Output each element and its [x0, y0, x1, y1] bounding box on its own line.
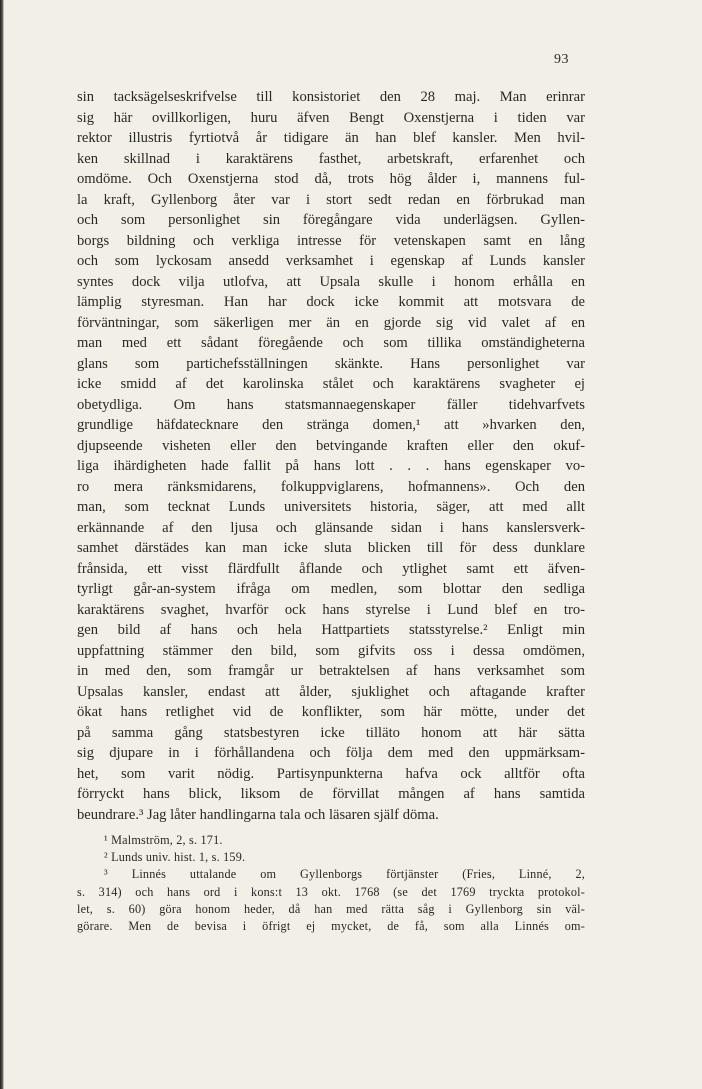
footnote-3: ³ Linnés uttalande om Gyllenborgs förtjänster (Fries, Linné, 2,: [104, 867, 585, 882]
text-line: på samma gång statsbestyren icke tilläto honom att här sätta: [77, 724, 585, 741]
text-line: in med den, som framgår ur betraktelsen af hans verksamhet som: [77, 663, 585, 679]
text-line: uppfattning stämmer den bild, som gifvits oss i dessa omdömen,: [77, 642, 585, 659]
text-line: la kraft, Gyllenborg åter var i stort sedt redan en förbrukad man: [77, 191, 585, 208]
text-line: ökat hans retlighet vid de konflikter, som här mötte, under det: [77, 704, 585, 720]
page-edge: [0, 0, 4, 1089]
text-line: het, som varit nödig. Partisynpunkterna hafva ock alltför ofta: [77, 765, 585, 782]
text-line: och som personlighet sin föregångare vida underlägsen. Gyllen-: [77, 212, 585, 228]
text-line: obetydliga. Om hans statsmannaegenskaper fäller tidehvarfvets: [77, 396, 585, 413]
footnote-2: ² Lunds univ. hist. 1, s. 159.: [104, 850, 246, 865]
footnote-3-continued: let, s. 60) göra honom heder, då han med rätta såg i Gyllenborg sin väl-: [77, 901, 585, 916]
text-line: sig här ovillkorligen, huru äfven Bengt Oxenstjerna i tiden var: [77, 109, 585, 126]
text-line: liga ihärdigheten hade fallit på hans lott . . . hans egenskaper vo-: [77, 458, 585, 474]
footnotes: [77, 832, 585, 935]
text-line: karaktärens svaghet, hvarför ock hans styrelse i Lund blef en tro-: [77, 601, 585, 618]
text-line: beundrare.³ Jag låter handlingarna tala och läsaren själf döma.: [77, 806, 439, 823]
page-number: 93: [554, 52, 569, 67]
text-line: ro mera ränksmidarens, folkuppviglarens, hofmannens». Och den: [77, 478, 585, 495]
text-line: omdöme. Och Oxenstjerna stod då, trots hög ålder i, mannens ful-: [77, 171, 585, 187]
footnote-3-continued: s. 314) och hans ord i kons:t 13 okt. 1768 (se det 1769 tryckta protokol-: [77, 884, 585, 899]
text-line: djupseende visheten eller den betvingande kraften eller den okuf-: [77, 437, 585, 454]
footnote-3-continued: görare. Men de bevisa i öfrigt ej mycket, de få, som alla Linnés om-: [77, 918, 585, 933]
text-line: sin tacksägelseskrifvelse till konsistoriet den 28 maj. Man erinrar: [77, 89, 585, 105]
text-line: syntes dock vilja utlofva, att Upsala skulle i honom erhålla en: [77, 273, 585, 290]
text-line: lämplig styresman. Han har dock icke kommit att motsvara de: [77, 294, 585, 310]
text-line: samhet därstädes kan man icke sluta blicken till för dess dunklare: [77, 540, 585, 556]
body-text: [77, 87, 585, 825]
text-line: förryckt hans blick, liksom de förvillat mången af hans samtida: [77, 786, 585, 802]
text-line: tyrligt går-an-system ifråga om medlen, som blottar den sedliga: [77, 581, 585, 597]
text-line: rektor illustris fyrtiotvå år tidigare än han blef kansler. Men hvil-: [77, 130, 585, 146]
text-line: frånsida, ett visst flärdfullt åflande och ytlighet samt ett äfven-: [77, 560, 585, 577]
text-line: grundlige häfdatecknare den stränga domen,¹ att »hvarken den,: [77, 417, 585, 433]
text-line: man, som tecknat Lunds universitets historia, säger, att med allt: [77, 499, 585, 515]
text-line: och som lyckosam ansedd verksamhet i egenskap af Lunds kansler: [77, 253, 585, 269]
text-line: förväntningar, som säkerligen mer än en gjorde sig vid valet af en: [77, 314, 585, 331]
text-line: borgs bildning och verkliga intresse för vetenskapen samt en lång: [77, 232, 585, 249]
footnote-1: ¹ Malmström, 2, s. 171.: [104, 833, 223, 847]
text-line: glans som partichefsställningen skänkte. Hans personlighet var: [77, 355, 585, 372]
text-line: man med ett sådant föregående och som tillika omständigheterna: [77, 335, 585, 351]
text-line: gen bild af hans och hela Hattpartiets statsstyrelse.² Enligt min: [77, 622, 585, 638]
text-line: Upsalas kansler, endast att ålder, sjuklighet och aftagande krafter: [77, 683, 585, 700]
text-line: sig djupare in i förhållandena och följa dem med den uppmärksam-: [77, 745, 585, 761]
text-line: icke smidd af det karolinska stålet och karaktärens svagheter ej: [77, 376, 585, 392]
text-line: erkännande af den ljusa och glänsande sidan i hans kanslersverk-: [77, 519, 585, 536]
text-line: ken skillnad i karaktärens fasthet, arbetskraft, erfarenhet och: [77, 150, 585, 167]
